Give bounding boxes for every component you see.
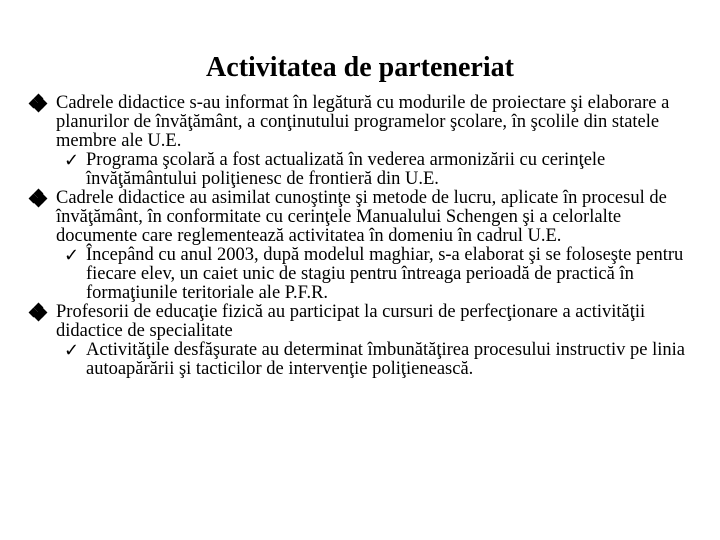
diamond-bullet-icon [30,303,52,323]
bullet-item [30,189,700,246]
bullet-text: Cadrele didactice s-au informat în legătură cu modurile de proiectare şi elaborare a planurilor de învăţământ, a conţinutului programelor şcolare, în şcolile din statele membre ale U.E. [56,93,670,151]
check-bullet-icon: ✓ [64,340,80,361]
check-bullet-icon: ✓ [64,245,80,266]
sub-bullet-text: Începând cu anul 2003, după modelul maghiar, s-a elaborat şi se foloseşte pentru fiecare elev, un caiet unic de stagiu pentru întreaga perioadă de practică în formaţiunile teritoriale ale P.F.R. [86,245,684,303]
slide-title: Activitatea de parteneriat [206,52,514,83]
bullet-item [30,94,700,151]
diamond-bullet-icon [30,94,52,114]
sub-bullet-item [30,341,700,379]
sub-bullet-item [30,246,700,303]
bullet-text: Profesorii de educaţie fizică au participat la cursuri de perfecţionare a activităţii didactice de specialitate [56,302,646,341]
bullet-text: Cadrele didactice au asimilat cunoştinţe şi metode de lucru, aplicate în procesul de învăţământ, în conformitate cu cerinţele Manualului Schengen şi a celorlalte documente care reglementează activitatea în domeniu în cadrul U.E. [56,188,667,246]
sub-bullet-text: Programa şcolară a fost actualizată în vederea armonizării cu cerinţele învăţământului poliţienesc de frontieră din U.E. [86,150,606,189]
sub-bullet-item [30,151,700,189]
sub-bullet-text: Activităţile desfăşurate au determinat îmbunătăţirea procesului instructiv pe linia autoapărării şi tacticilor de intervenţie poliţienească. [86,340,685,379]
check-bullet-icon: ✓ [64,150,80,171]
bullet-list [30,94,700,379]
diamond-bullet-icon [30,189,52,209]
bullet-item [30,303,700,341]
